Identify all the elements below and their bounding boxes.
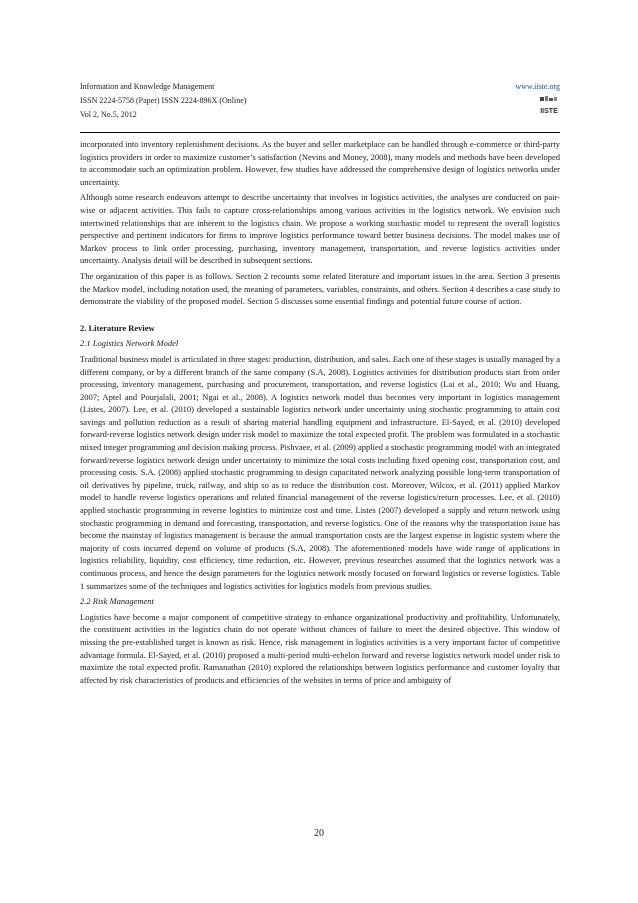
publisher-info <box>515 80 560 122</box>
logo-text: IISTE <box>540 108 558 115</box>
paragraph: Traditional business model is articulated in three stages: production, distribution, and sales. Each one of these stages is usually managed by a different company, or by a different branch of the same company (S.A, 2008). Logistics activities for distribution products start from order processing, inventory management, purchasing and procurement, transportation, and reverse logistics (Lai et al., 2010; Wu and Huang, 2007; Aptel and Pourjalali, 2001; Ngai et al., 2008). A logistics network model thus becomes very important in logistics management (Listes, 2007). Lee, et al. (2010) developed a sustainable logistics network under uncertainty using stochastic programming to attain cost savings and pollution reduction as a result of sharing material handling equipment and infrastructure. El-Sayed, et al. (2010) developed forward-reverse logistics network design under risk model to maximize the total expected profit. The problem was formulated in a stochastic mixed integer programming and decision making process. Pishvaee, et al. (2009) applied a stochastic programming model with an integrated forward/reverse logistics network design under uncertainty to minimize the total costs including fixed opening cost, transportation cost, and processing costs. S.A. (2008) applied stochastic programming to design capacitated network analyzing possible long-term transportation of oil derivatives by pipeline, truck, railway, and ship so as to reduce the distribution cost. Moreover, Wilcox, et al. (2011) applied Markov model to handle reverse logistics operations and related financial management of the reverse logistics/return processes. Lee, et al. (2010) applied stochastic programming in reverse logistics to minimize cost and time. Listes (2007) developed a supply and return network using stochastic programming in demand and forecasting, transportation, and reverse logistics. One of the reasons why the transportation issue has become the mainstay of logistics management is because the annual transportation costs are the largest expense in logistic system where the majority of costs incurred depend on volume of products (S.A, 2008). The aforementioned models have wide range of applications in logistics reliability, liquidity, cost efficiency, time reduction, etc. However, previous researches assumed that the logistics network was a continuous process, and hence the design parameters for the logistics network mostly focused on forward logistics or reverse logistics. Table 1 summarizes some of the techniques and logistics activities for logistics models from previous studies. <box>80 353 560 591</box>
header-divider <box>80 132 560 133</box>
page-header <box>80 80 560 130</box>
subsection-heading: 2.1 Logistics Network Model <box>80 338 179 349</box>
journal-volume: Vol 2, No.5, 2012 <box>80 110 137 119</box>
journal-info <box>80 80 246 122</box>
paragraph: incorporated into inventory replenishment decisions. As the buyer and seller marketplace can be handled through e-commerce or third-party logistics providers in order to maximize customer’s satisfaction (Nevins and Money, 2008), many models and methods have been developed to accommodate such an optimization problem. However, few studies have addressed the comprehensive design of logistics networks under uncertainty. <box>80 139 560 187</box>
journal-issn: ISSN 2224-5758 (Paper) ISSN 2224-896X (Online) <box>80 96 247 105</box>
paragraph: Although some research endeavors attempt to describe uncertainty that involves in logistics activities, the analyses are conducted on pair-wise or adjacent activities. This fails to capture cross-relationships among various activities in the logistics network. We envision such intertwined relationships that are inherent to the logistics chain. We propose a working stochastic model to represent the overall logistics perspective and pertinent indicators for firms to improve logistics performance toward better business decisions. The model makes use of Markov process to link order processing, purchasing, inventory management, transportation, and reverse logistics activities under uncertainty. Analysis detail will be described in subsequent sections. <box>80 192 560 266</box>
subsection-heading: 2.2 Risk Management <box>80 596 154 607</box>
article-body <box>80 138 560 689</box>
iiste-logo-icon <box>538 95 560 117</box>
website-link[interactable]: www.iiste.org <box>515 82 560 91</box>
journal-title: Information and Knowledge Management <box>80 82 215 91</box>
paragraph: Logistics have become a major component of competitive strategy to enhance organizational productivity and profitability. Unfortunately, the constituent activities in the logistics chain do not operate without chances of failure to meet the desired objective. This window of missing the pre-established target is known as risk. Hence, risk management in logistics activities is a very important factor of competitive advantage formula. El-Sayed, et al. (2010) proposed a multi-period multi-echelon forward and reverse logistics network model under risk to maximize the total expected profit. Ramanathan (2010) explored the relationships between logistics performance and customer loyalty that affected by risk characteristics of products and efficiencies of the websites in terms of price and ambiguity of <box>80 611 560 685</box>
page-number: 20 <box>314 828 324 839</box>
paragraph: The organization of this paper is as follows. Section 2 recounts some related literature and important issues in the area. Section 3 presents the Markov model, including notation used, the meaning of parameters, variables, constraints, and others. Section 4 describes a case study to demonstrate the viability of the proposed model. Section 5 discusses some essential findings and potential future course of action. <box>80 270 560 307</box>
section-heading: 2. Literature Review <box>80 322 155 333</box>
